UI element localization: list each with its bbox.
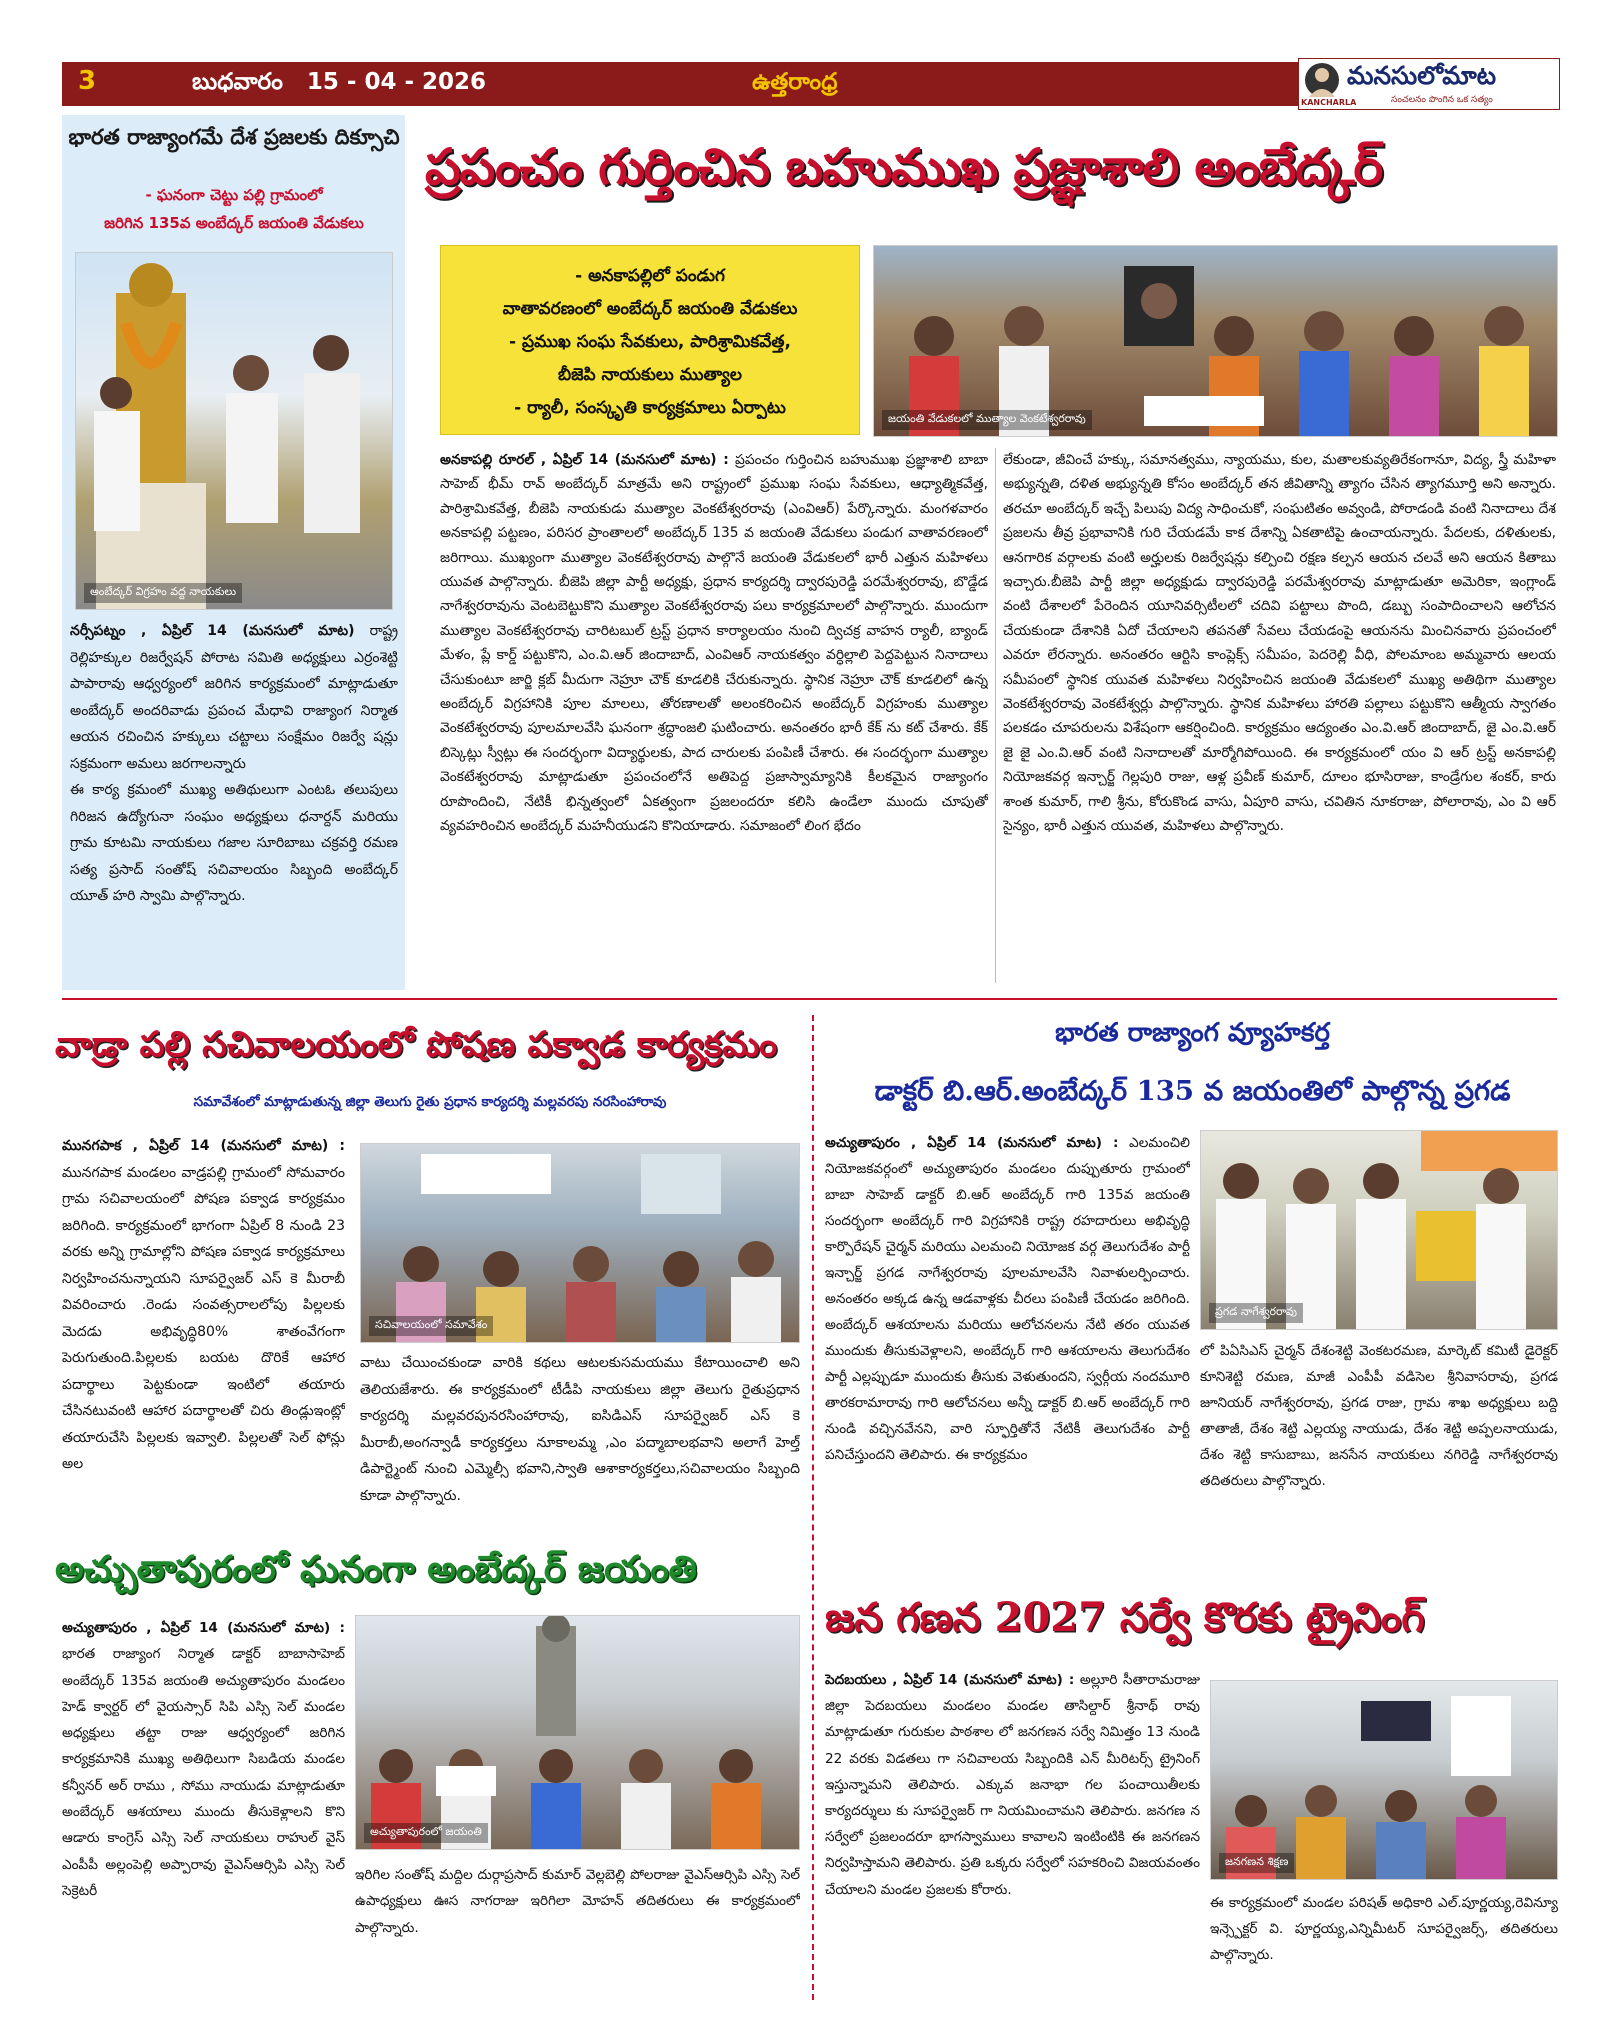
vadrapalli-text-cont: వాటు చేయించకుండా వారికి కథలు ఆటలకుసమయము కేటాయించాలి అని తెలియజేశారు. ఈ కార్యక్రమంలో టీడీపి నాయకులు జిల్లా తెలుగు రైతుప్రధాన కార్యదర్శి మల్లవరపునరసింహారావు, ఐసిడిఎస్ సూపర్వైజర్ ఎస్ కె మీరాబీ,అంగన్వాడీ కార్యకర్తలు నూకాలమ్మ ,ఎం పద్మాబాలభవాని అలాగే హెల్త్ డిపార్ట్మెంట్ నుంచి ఎమ్మెల్సీ భవాని,స్వాతి ఆశాకార్యకర్తలు,సచివాలయం సిబ్బంది కూడా పాల్గొన్నారు. (360, 1355, 800, 1504)
anakapalli-body-col2 (1003, 448, 1556, 983)
achutapuram-text-cont: ఇరిగిల సంతోష్ మద్దిల దుర్గాప్రసాద్ కుమార్ వెల్లబెల్లి పోలరాజు వైఎస్ఆర్సిపి ఎస్సి సెల్ ఉపాధ్యక్షులు ఊస నాగరాజు ఇరిగిలా మోహన్ తదితరులు ఈ కార్యక్రమంలో పాల్గొన్నారు. (355, 1867, 800, 1936)
achutapuram-headline: అచ్చుతాపురంలో ఘనంగా అంబేద్కర్ జయంతి (55, 1548, 697, 1590)
meeting-photo (360, 1143, 800, 1343)
narsipatnam-headline: భారత రాజ్యాంగమే దేశ ప్రజలకు దిక్సూచి (68, 124, 400, 149)
census-dateline: పెదబయలు , ఏప్రిల్ 14 (మనసులో మాట) : (825, 1672, 1075, 1688)
logo-caption: KANCHARLA (1301, 98, 1357, 107)
census-body (825, 1667, 1200, 2000)
achutapuram-text: భారత రాజ్యాంగ నిర్మాత డాక్టర్ బాబాసాహెబ్ అంబేద్కర్ 135వ జయంతి అచ్యుతాపురం మండలం హెడ్ క్వార్టర్ లో వైయస్సార్ సిపి ఎస్సి సెల్ మండల అధ్యక్షులు తట్టా రాజు ఆధ్వర్యంలో జరిగిన కార్యక్రమానికి ముఖ్య అతిథిలుగా సిబడియ మండల కన్వీనర్ అర్ రాము , సోము నాయుడు మాట్లాడుతూ అంబేద్కర్ ఆశయాలు ముందు తీసుకెళ్లాలని కొని ఆడారు కాంగ్రెస్ ఎస్సి సెల్ నాయకులు రాహుల్ వైస్ ఎంపీపీ అల్లంపెల్లి అప్పారావు వైఎస్ఆర్సిపి ఎస్సి సెల్ సెక్రెటరీ (62, 1646, 345, 1899)
anakapalli-highlights (440, 245, 860, 435)
achutapuram-body-cont (355, 1862, 800, 2000)
section-divider-horizontal (62, 998, 1557, 1000)
achutapuram-body (62, 1615, 345, 2000)
highlight-line-1: - అనకాపల్లిలో పండుగ (575, 266, 725, 286)
narsipatnam-body (70, 618, 398, 983)
founder-avatar (1305, 63, 1339, 97)
statue-photo (75, 252, 393, 610)
portrait-icon (1305, 63, 1339, 97)
vadrapalli-subhead: సమావేశంలో మాట్లాడుతున్న జిల్లా తెలుగు రైతు ప్రధాన కార్యదర్శి మల్లవరపు నరసింహారావు (193, 1094, 667, 1110)
training-photo-label: జనగణన శిక్షణ (1219, 1853, 1294, 1873)
protest-photo-label: అచ్యుతాపురంలో జయంతి (364, 1823, 488, 1843)
census-text-cont: ఈ కార్యక్రమంలో మండల పరిషత్ అధికారి ఎల్.పూర్ణయ్య,రెవిన్యూ ఇన్స్పెక్టర్ వి. పూర్ణయ్య,ఎన్నిమీటర్ సూపర్వైజర్స్, తదితరులు పాల్గొన్నారు. (1210, 1895, 1558, 1964)
training-photo (1210, 1680, 1558, 1880)
pragada-kicker: భారత రాజ్యాంగ వ్యూహకర్త (1055, 1018, 1330, 1048)
narsipatnam-text: రాష్ట్ర రెల్లిహక్కుల రిజర్వేషన్ పోరాట సమితి అధ్యక్షులు ఎర్రంశెట్టి పాపారావు ఆధ్వర్యంలో జరిగిన కార్యక్రమంలో మాట్లాడుతూ అంబేద్కర్ అందరివాడు ప్రపంచ మేధావి రాజ్యాంగ నిర్మాత ఆయన రచించిన హక్కులు చట్టాలు సంక్షేమం రిజర్వే షన్లు సక్రమంగా అమలు జరగాలన్నారు ఈ కార్య క్రమంలో ముఖ్య అతిథులుగా ఎంటఓ తలుపులు గిరిజన ఉద్యోగునా సంఘం అధ్యక్షులు ధనార్దన్ మరియు గ్రామ కూటమి నాయకులు గజాల సూరిబాబు చక్రవర్తి రమణ సత్య ప్రసాద్ సంతోష్ సచివాలయం సిబ్బంది అంబేద్కర్ యూత్ హరి స్వామి పాల్గొన్నారు. (70, 623, 398, 904)
pragada-text-cont: లో పిఏసిఎస్ చైర్మన్ దేశంశెట్టి వెంకటరమణ, మార్కెట్ కమిటీ డైరెక్టర్ కూనిశెట్టి రమణ, మాజీ ఎంపీపీ వడిసెల శ్రీనివాసరావు, ప్రగడ జూనియర్ నాగేశ్వరరావు, ప్రగడ రాజు, గ్రామ శాఖ అధ్యక్షులు బద్ది తాతాజీ, దేశం శెట్టి ఎల్లయ్య నాయుడు, దేశం శెట్టి అప్పలనాయుడు, దేశం శెట్టి కాసుబాబు, జనసేన నాయకులు నగిరెడ్డి నాగేశ్వరరావు తదితరులు పాల్గొన్నారు. (1200, 1343, 1558, 1489)
pragada-dateline: అచ్యుతాపురం , ఏప్రిల్ 14 (మనసులో మాట) : (825, 1135, 1119, 1151)
region-label: ఉత్తరాంధ్ర (752, 69, 838, 95)
vadrapalli-body-cont (360, 1350, 800, 1510)
brand-block (1298, 58, 1560, 110)
census-text: అల్లూరి సీతారామరాజు జిల్లా పెదబయలు మండలం మండల తాసిల్దార్ శ్రీనాథ్ రావు మాట్లాడుతూ గురుకుల పాఠశాల లో జనగణన సర్వే నిమిత్తం 13 నుండి 22 వరకు విడతలు గా సచివాలయ సిబ్బందికి ఎన్ మీరిటర్స్ ట్రైనింగ్ ఇస్తున్నామని తెలిపారు. ఎక్కువ జనాభా గల పంచాయితీలకు కార్యదర్శులు కు సూపర్వైజర్ గా నియమించామని తెలిపారు. జనగణ న సర్వేలో ప్రజలందరూ భాగస్వాములు కావాలని ఇంటింటికి ఈ జనగణన నిర్వహిస్తామని తెలిపారు. ప్రతి ఒక్కరు సర్వేలో సహకరించి విజయవంతం చేయాలని మండల ప్రజలకు కోరారు. (825, 1672, 1200, 1898)
protest-photo (355, 1615, 800, 1850)
section-divider-vertical (812, 1015, 814, 2000)
highlight-line-2: వాతావరణంలో అంబేద్కర్ జయంతి వేడుకలు (502, 299, 798, 319)
issue-date: బుధవారం 15 - 04 - 2026 (192, 69, 487, 95)
rally-photo-label: జయంతి వేడుకలలో ముత్యాల వెంకటేశ్వరరావు (882, 410, 1092, 430)
column-rule (995, 448, 996, 983)
brand-name: మనసులోమాట (1347, 61, 1497, 90)
highlight-line-4: బీజెపి నాయకులు ముత్యాల (558, 365, 742, 385)
vadrapalli-body (62, 1133, 345, 1508)
protest-illustration (356, 1616, 800, 1850)
census-headline: జన గణన 2027 సర్వే కొరకు ట్రైనింగ్ (825, 1594, 1425, 1641)
narsipatnam-dateline: నర్సీపట్నం , ఏప్రిల్ 14 (మనసులో మాట) (70, 623, 355, 639)
achutapuram-dateline: అచ్యుతాపురం , ఏప్రిల్ 14 (మనసులో మాట) : (62, 1620, 345, 1636)
anakapalli-body-col1 (440, 448, 988, 983)
page-number: 3 (78, 66, 97, 96)
anakapalli-dateline: అనకాపల్లి రూరల్ , ఏప్రిల్ 14 (మనసులో మాట) : (440, 452, 729, 468)
garland-illustration (1201, 1131, 1558, 1330)
statue-illustration (76, 253, 393, 610)
highlight-line-3: - ప్రముఖ సంఘ సేవకులు, పారిశ్రామికవేత్త, (509, 332, 791, 352)
census-body-cont (1210, 1890, 1558, 2000)
meeting-illustration (361, 1144, 800, 1343)
anakapalli-headline: ప్రపంచం గుర్తించిన బహుముఖ ప్రజ్ఞాశాలి అంబేద్కర్ (425, 137, 1383, 196)
narsipatnam-subline-1: - ఘనంగా చెట్టు పల్లి గ్రామంలో (145, 186, 323, 204)
rally-photo (873, 245, 1558, 437)
meeting-photo-label: సచివాలయంలో సమావేశం (369, 1316, 493, 1336)
narsipatnam-subline-2: జరిగిన 135వ అంబేద్కర్ జయంతి వేడుకలు (104, 214, 364, 232)
garland-photo-label: ప్రగడ నాగేశ్వరరావు (1209, 1303, 1303, 1323)
vadrapalli-dateline: మునగపాక , ఏప్రిల్ 14 (మనసులో మాట) : (62, 1138, 345, 1154)
anakapalli-text-1: ప్రపంచం గుర్తించిన బహుముఖ ప్రజ్ఞాశాలి బాబా సాహెబ్ భీమ్ రావ్ అంబేద్కర్ మాత్రమే అని రాష్ట్రంలో ప్రముఖ సంఘ సేవకులు, ఆధ్యాత్మికవేత్త, పారిశ్రామికవేత్త, బీజెపి నాయకుడు ముత్యాల వెంకటేశ్వరరావు (ఎంవిఆర్) పేర్కొన్నారు. మంగళవారం అనకాపల్లి పట్టణం, పరిసర ప్రాంతాలలో అంబేద్కర్ 135 వ జయంతి వేడుకలు పండుగ వాతావరణంలో జరిగాయి. ముఖ్యంగా ముత్యాల వెంకటేశ్వరరావు పాల్గొనే జయంతి వేడుకలలో భారీ ఎత్తున మహిళలు యువత పాల్గొన్నారు. బీజెపి జిల్లా పార్టీ అధ్యక్షు, ప్రధాన కార్యదర్శి ద్వారపురెడ్డి పరమేశ్వరరావు, బొడ్డేడ నాగేశ్వరరావును వెంటబెట్టుకొని ముత్యాల వెంకటేశ్వరరావు పలు కార్యక్రమాలలో పాల్గొన్నారు. ముందుగా ముత్యాల వెంకటేశ్వరరావు చారిటబుల్ ట్రస్ట్ ప్రధాన కార్యాలయం నుంచి ద్విచక్ర వాహన ర్యాలీ, బ్యాండ్ మేళం, ప్లే కార్డ్ పట్టుకొని, ఎం.వి.ఆర్ జిందాబాద్, ఎంవిఆర్ నాయకత్వం వర్ధిల్లాలి పెద్దపెట్టున నినాదాలు చేసుకుంటూ జార్జి క్లబ్ మీదుగా నెహ్రూ చౌక్ కూడలికి చేరుకున్నారు. స్థానిక నెహ్రూ చౌక్ కూడలిలో ఉన్న అంబేద్కర్ విగ్రహానికి పూల మాలలు, తోరణాలతో అలంకరించిన అంబేద్కర్ విగ్రహంకు ముత్యాల వెంకటేశ్వరరావు పూలమాలవేసి ఘనంగా శ్రద్ధాంజలి ఘటించారు. అనంతరం భారీ కేక్ ను కట్ చేశారు. కేక్ బిస్కెట్లు స్వీట్లు ఈ సందర్భంగా విద్యార్థులకు, పాద చారులకు పంపిణీ చేశారు. ఈ సందర్భంగా ముత్యాల వెంకటేశ్వరరావు మాట్లాడుతూ ప్రపంచంలోనే అతిపెద్ద ప్రజాస్వామ్యానికి కీలకమైన రాజ్యాంగం రూపొందించి, నేటికీ భిన్నత్వంలో ఏకత్వంగా ప్రజలందరూ కలిసి ఉండేలా ముందు చూపుతో వ్యవహరించిన అంబేద్కర్ మహనీయుడని కొనియాడారు. సమాజంలో లింగ భేదం (440, 452, 988, 835)
training-illustration (1211, 1681, 1558, 1880)
pragada-headline: డాక్టర్ బి.ఆర్.అంబేద్కర్ 135 వ జయంతిలో పాల్గొన్న ప్రగడ (874, 1075, 1511, 1107)
brand-tagline: సంచలనం పొంగిన ఒక సత్యం (1391, 95, 1493, 105)
garland-photo (1200, 1130, 1558, 1330)
statue-photo-label: అంబేద్కర్ విగ్రహం వద్ద నాయకులు (84, 583, 242, 603)
vadrapalli-headline: వాడ్రా పల్లి సచివాలయంలో పోషణ పక్వాడ కార్యక్రమం (55, 1024, 777, 1065)
pragada-text: ఎలమంచిలి నియోజకవర్గంలో అచ్యుతాపురం మండలం దుప్పుతూరు గ్రామంలో బాబా సాహెబ్ డాక్టర్ బి.ఆర్ అంబేద్కర్ గారి 135వ జయంతి సందర్భంగా అంబేద్కర్ గారి విగ్రహానికి రాష్ట్ర రహదారులు అభివృద్ధి కార్పొరేషన్ చైర్మన్ మరియు ఎలమంచి నియోజక వర్గ తెలుగుదేశం పార్టీ ఇన్చార్జ్ ప్రగడ నాగేశ్వరరావు పూలమాలవేసి నివాళులర్పించారు. అనంతరం అక్కడ ఉన్న ఆడవాళ్లకు చీరలు పంపిణీ చేయడం జరిగింది. అంబేద్కర్ ఆశయాలను మరియు ఆలోచనలను నేటి తరం యువత ముందుకు తీసుకువెళ్లాలని, అంబేద్కర్ గారి ఆశయాలను తెలుగుదేశం పార్టీ ఎల్లప్పుడూ ముందుకు తీసుకు వెళుతుందని, స్వర్గీయ నందమూరి తారకరామారావు గారి ఆలోచనలు అన్నీ డాక్టర్ బి.ఆర్ అంబేద్కర్ గారి నుండి వచ్చినవేనని, వారి స్ఫూర్తితోనే నేటికీ తెలుగుదేశం పార్టీ పనిచేస్తుందని తెలిపారు. ఈ కార్యక్రమం (825, 1135, 1190, 1463)
pragada-body-cont (1200, 1338, 1558, 1510)
anakapalli-text-2: లేకుండా, జీవించే హక్కు, సమానత్వము, న్యాయము, కుల, మతాలకువ్యతిరేకంగానూ, విద్య, స్త్రీ మహిళా అభ్యున్నతి, దళిత అభ్యున్నతి కోసం అంబేద్కర్ తన జీవితాన్ని త్యాగం చేసిన త్యాగమూర్తి అని అన్నారు. తరచూ అంబేద్కర్ ఇచ్చే పిలుపు విద్య సాధించుకో, సంఘటితం అవ్వండి, పోరాడండి వంటి నినాదాలు దేశ ప్రజలను తీవ్ర ప్రభావానికి గురి చేయడమే కాక దేశాన్ని ఏకతాటిపై ఉంచాయన్నారు. పేదలకు, దళితులకు, ఆనగారిక వర్గాలకు వంటి అర్హులకు రిజర్వేషన్లు కల్పించి రక్షణ కల్పన ఆయన చలవే అని ఆయన కితాబు ఇచ్చారు.బీజెపి పార్టీ జిల్లా అధ్యక్షుడు ద్వారపురెడ్డి పరమేశ్వరరావు మాట్లాడుతూ అమెరికా, ఇంగ్లాండ్ వంటి దేశాలలో పేరెందిన యూనివర్సిటీలలో చదివి పట్టాలు పొంది, డబ్బు సంపాదించాలని ఆలోచన చేయకుండా దేశానికి ఏదో చేయాలని తపనతో సేవలు చేయడంపై ఆయనను మించినవారు ప్రపంచంలో ఎవరూ లేరన్నారు. అనంతరం ఆర్టిసి కాంప్లెక్స్ సమీపం, పెదరెల్లి వీధి, పోలమాంబ అమ్మవారు ఆలయ సమీపంలో స్థానిక యువత మహిళలు నిర్వహించిన జయంతి వేడుకలలో ముఖ్య అతిథిగా ముత్యాల వెంకటేశ్వరరావు వెంకటేశ్వర్లు పాల్గొన్నారు. స్థానిక మహిళలు హారతి పల్లాలు పట్టుకొని ఆత్మీయ స్వాగతం పలకడం చూపరులను విశేషంగా ఆకర్షించింది. కార్యక్రమం ఆద్యంతం ఎం.వి.ఆర్ జిందాబాద్, జై ఎం.వి.ఆర్ జై జై ఎం.వి.ఆర్ వంటి నినాదాలతో మార్మోగిపోయింది. ఈ కార్యక్రమంలో యం వి ఆర్ ట్రస్ట్ అనకాపల్లి నియోజకవర్గ ఇన్చార్జ్ గెల్లపురి రాజు, ఆళ్ల ప్రవీణ్ కుమార్, దూలం భూసిరాజు, కాండ్రేగుల శంకర్, కారు శాంత కుమార్, గాలి శ్రీను, కోరుకొండ వాసు, ఏపూరి వాసు, చవితిన నూకరాజు, పోలారావు, ఎం వి ఆర్ సైన్యం, భారీ ఎత్తున యువత, మహిళలు పాల్గొన్నారు. (1003, 452, 1556, 835)
highlight-line-5: - ర్యాలీ, సంస్కృతి కార్యక్రమాలు ఏర్పాటు (514, 398, 786, 418)
pragada-body (825, 1130, 1190, 1510)
vadrapalli-text: మునగపాక మండలం వాడ్రపల్లి గ్రామంలో సోమవారం గ్రామ సచివాలయంలో పోషణ పక్వాడ కార్యక్రమం జరిగింది. కార్యక్రమంలో భాగంగా ఏప్రిల్ 8 నుండి 23 వరకు అన్ని గ్రామాల్లోని పోషణ పక్వాడ కార్యక్రమాలు నిర్వహించనున్నాయని సూపర్వైజర్ ఎస్ కె మీరాబీ వివరించారు .రెండు సంవత్సరాలలోపు పిల్లలకు మెదడు అభివృద్ధి80% శాతంవేగంగా పెరుగుతుంది.పిల్లలకు బయట దొరికే ఆహార పదార్థాలు పెట్టకుండా ఇంటిలో తయారు చేసినటువంటి ఆహార పదార్థాలతో చిరు తిండ్లుఇంట్లో తయారుచేసి పిల్లలకు ఇవ్వాలి. పిల్లలతో సెల్ ఫోన్లు అల (62, 1164, 345, 1472)
crowd-illustration (874, 246, 1558, 437)
